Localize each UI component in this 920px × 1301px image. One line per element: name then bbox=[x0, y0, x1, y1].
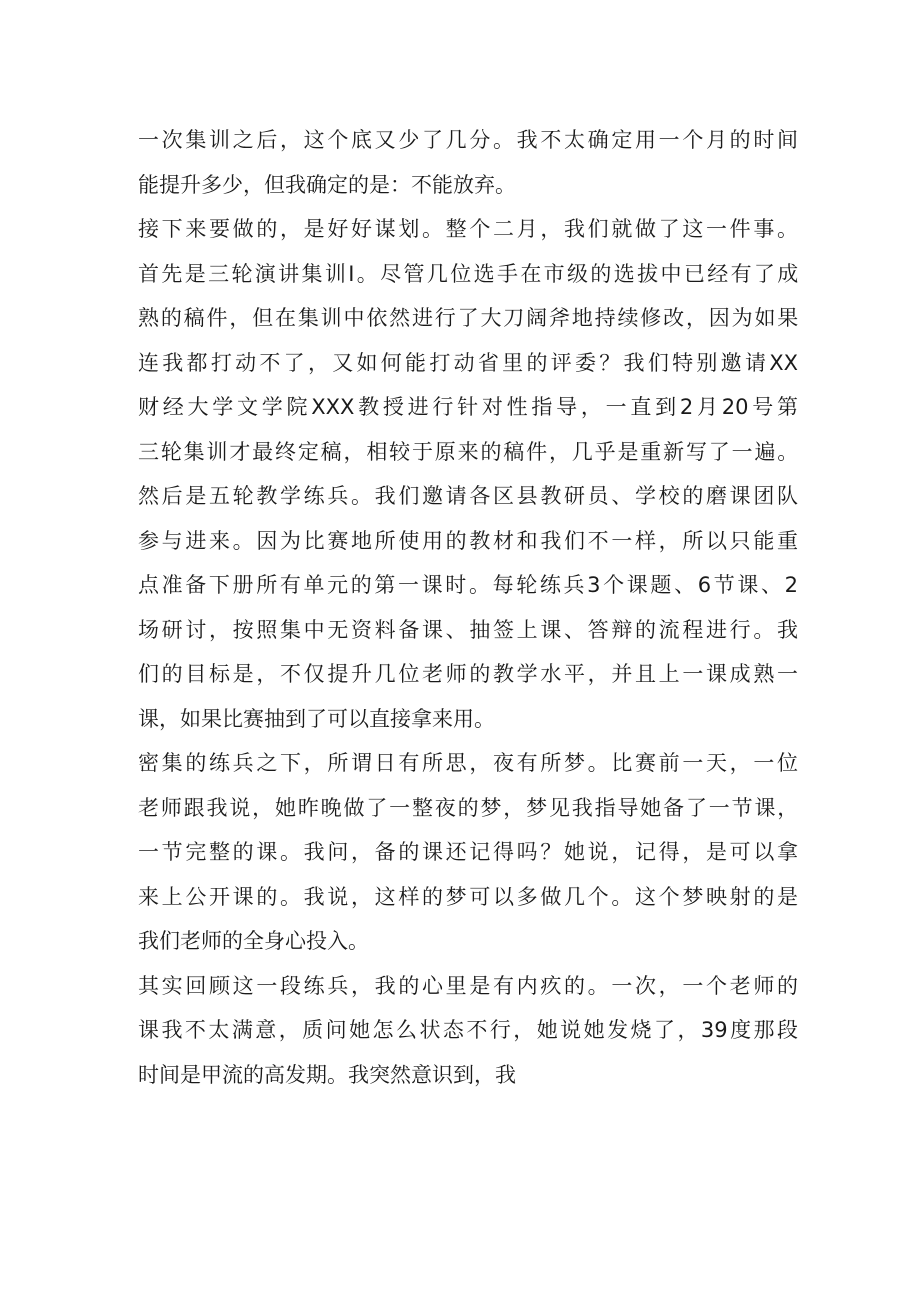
text-line: 场研讨，按照集中无资料备课、抽签上课、答辩的流程进行。我 bbox=[138, 617, 798, 642]
text-line: 熟的稿件，但在集训中依然进行了大刀阔斧地持续修改，因为如果 bbox=[138, 306, 798, 330]
text-line: 密集的练兵之下，所谓日有所思，夜有所梦。比赛前一天，一位 bbox=[138, 751, 798, 775]
text-line: 首先是三轮演讲集训I。尽管几位选手在市级的选拔中已经有了成 bbox=[138, 261, 798, 286]
text-line: 参与进来。因为比赛地所使用的教材和我们不一样，所以只能重 bbox=[138, 528, 798, 553]
text-line: 点准备下册所有单元的第一课时。每轮练兵3个课题、6节课、2 bbox=[138, 573, 798, 597]
text-line: 我们老师的全身心投入。 bbox=[138, 929, 369, 953]
text-line: 来上公开课的。我说，这样的梦可以多做几个。这个梦映射的是 bbox=[138, 884, 798, 909]
body-text bbox=[138, 118, 798, 1097]
text-line: 课，如果比赛抽到了可以直接拿来用。 bbox=[138, 706, 495, 731]
text-line: 时间是甲流的高发期。我突然意识到，我 bbox=[138, 1062, 516, 1087]
text-line: 能提升多少，但我确定的是：不能放弃。 bbox=[138, 172, 516, 197]
text-line: 一节完整的课。我问，备的课还记得吗？她说，记得，是可以拿 bbox=[138, 840, 798, 864]
text-line: 其实回顾这一段练兵，我的心里是有内疚的。一次，一个老师的 bbox=[138, 973, 798, 998]
text-line: 一次集训之后，这个底又少了几分。我不太确定用一个月的时间 bbox=[138, 128, 798, 152]
text-line: 财经大学文学院XXX教授进行针对性指导，一直到2月20号第 bbox=[138, 395, 798, 419]
text-line: 连我都打动不了，又如何能打动省里的评委？我们特别邀请XX bbox=[138, 350, 798, 375]
text-line: 三轮集训才最终定稿，相较于原来的稿件，几乎是重新写了一遍。 bbox=[138, 439, 798, 464]
text-line: 们的目标是，不仅提升几位老师的教学水平，并且上一课成熟一 bbox=[138, 662, 798, 686]
text-line: 然后是五轮教学练兵。我们邀请各区县教研员、学校的磨课团队 bbox=[138, 484, 798, 508]
text-line: 课我不太满意，质问她怎么状态不行，她说她发烧了，39度那段 bbox=[138, 1018, 798, 1042]
text-line: 老师跟我说，她昨晚做了一整夜的梦，梦见我指导她备了一节课， bbox=[138, 795, 798, 820]
text-line: 接下来要做的，是好好谋划。整个二月，我们就做了这一件事。 bbox=[138, 217, 798, 241]
